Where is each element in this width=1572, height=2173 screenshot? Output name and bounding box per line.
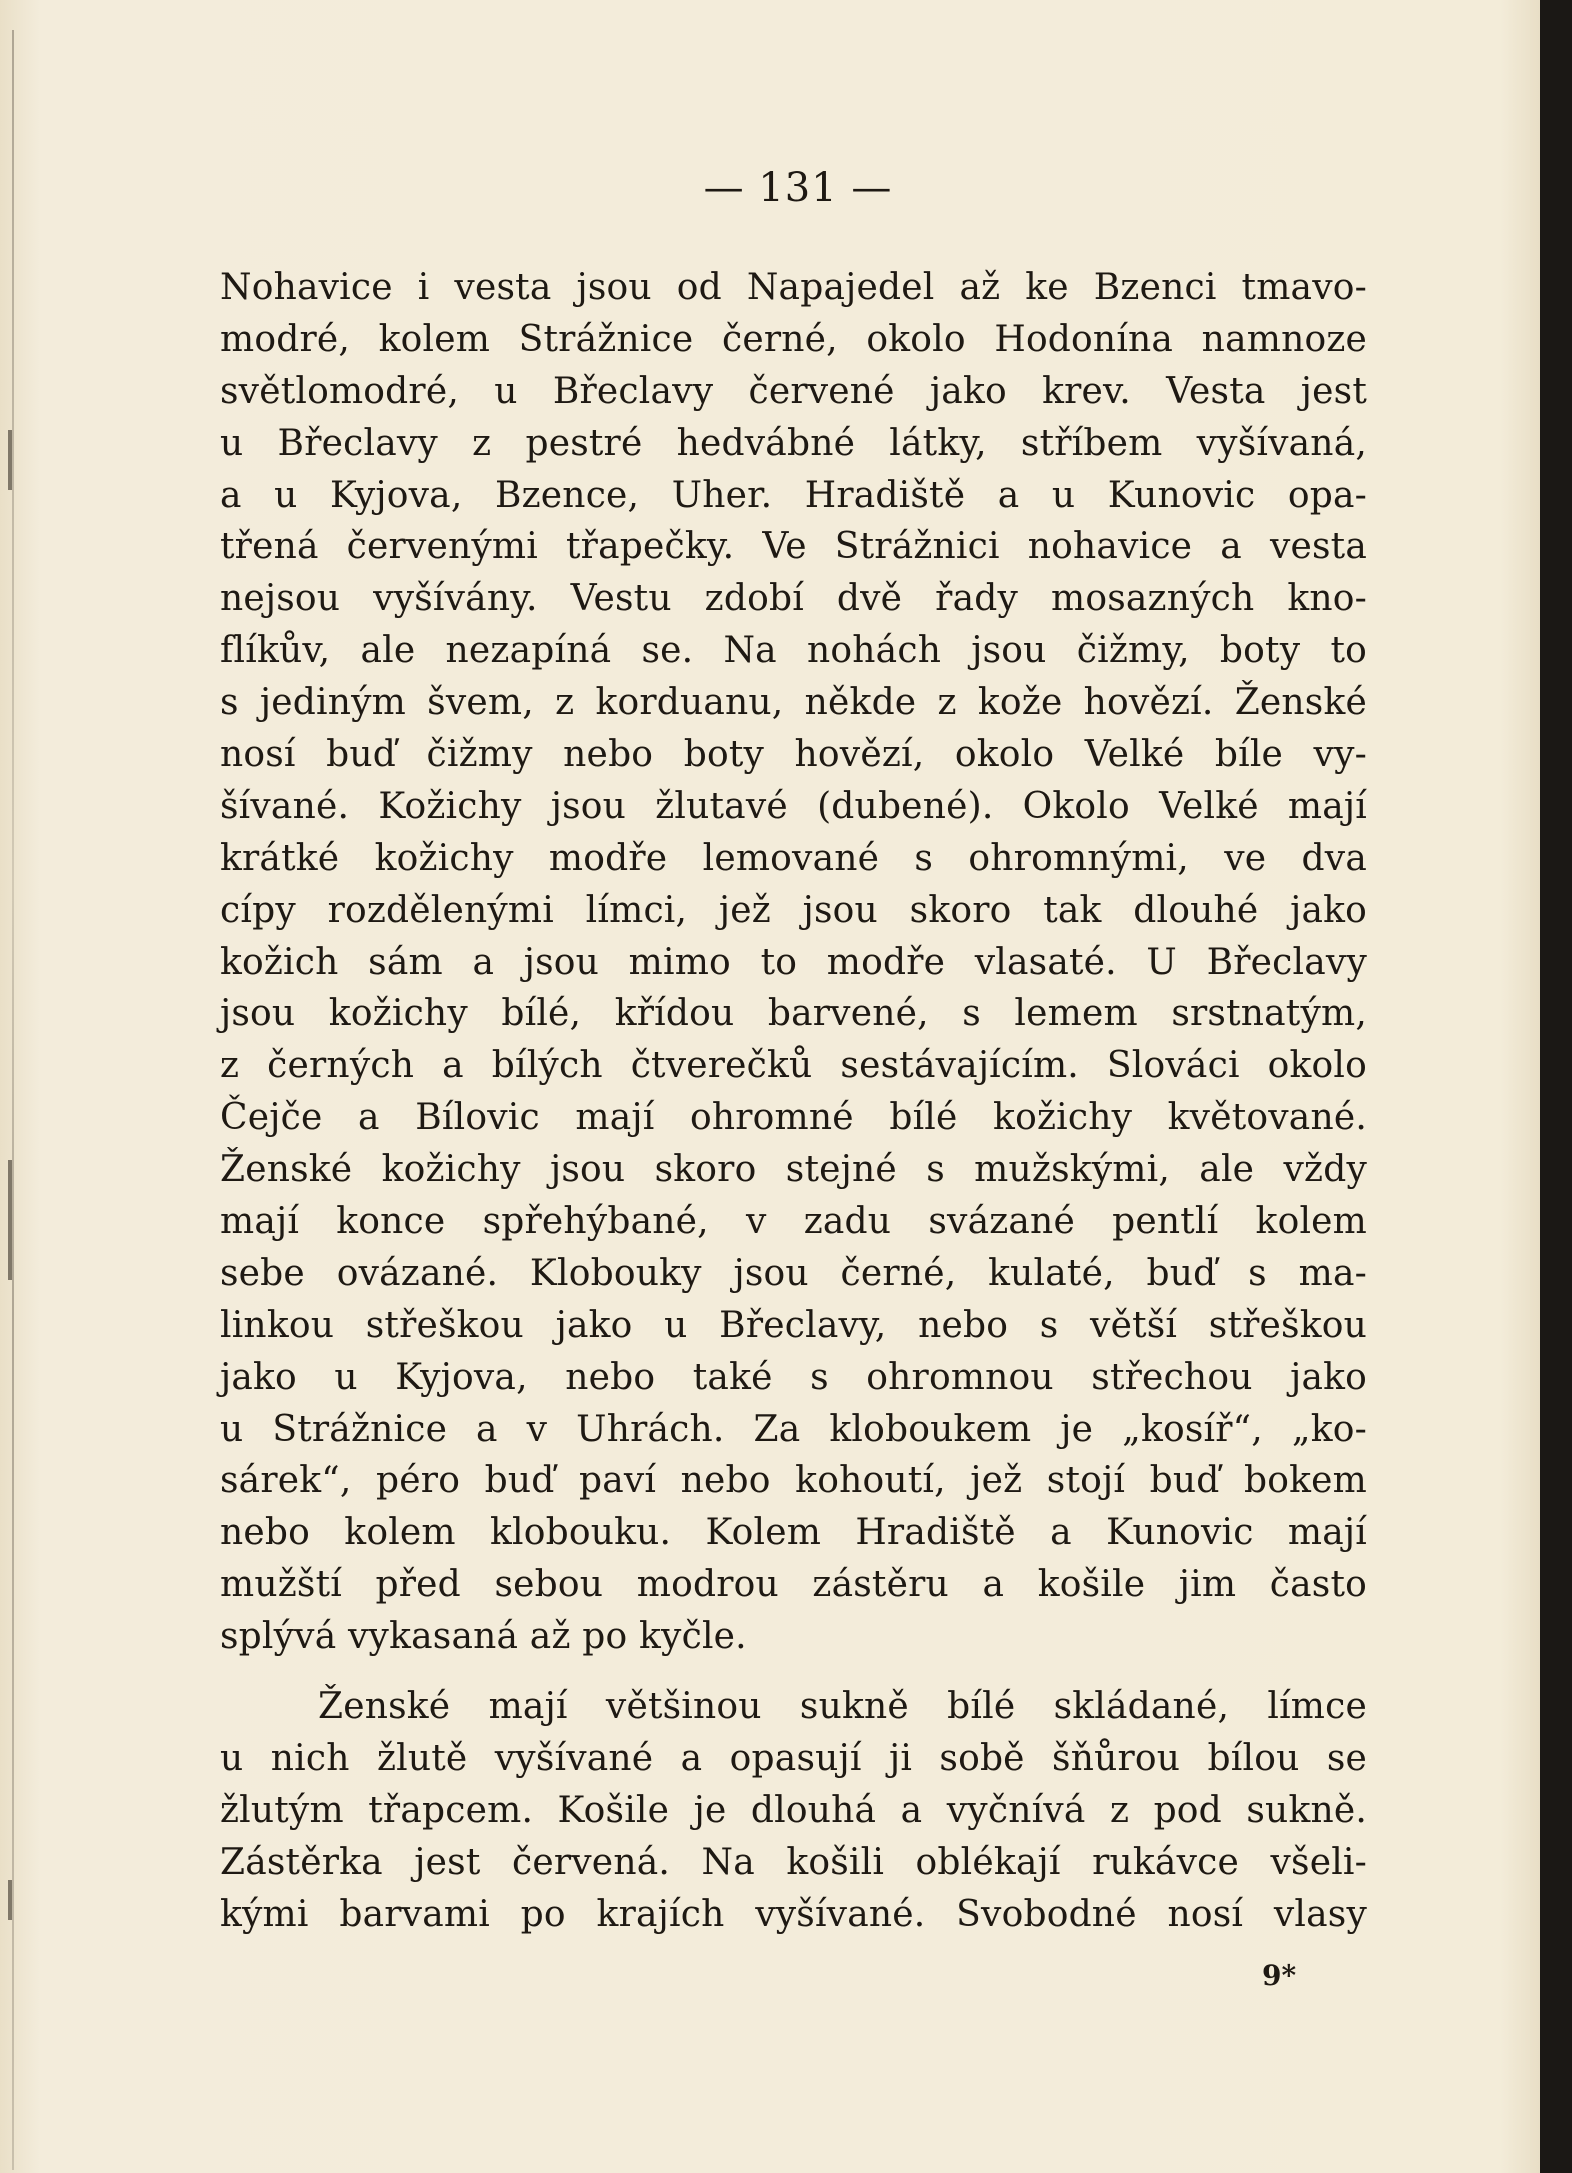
signature-mark: 9* <box>1262 1959 1297 1992</box>
text-line: sebe ovázané. Klobouky jsou černé, kulaté, buď s ma- <box>220 1252 1367 1294</box>
text-line: jsou kožichy bílé, křídou barvené, s lemem srstnatým, <box>220 993 1367 1035</box>
text-line: nebo kolem klobouku. Kolem Hradiště a Kunovic mají <box>220 1512 1367 1554</box>
text-line: mužští před sebou modrou zástěru a košile jim často <box>220 1564 1367 1606</box>
text-line: žlutým třapcem. Košile je dlouhá a vyčnívá z pod sukně. <box>220 1789 1367 1831</box>
paragraph-1 <box>220 262 1367 1663</box>
scan-border <box>1540 0 1572 2173</box>
body-text <box>220 262 1367 1941</box>
text-line: u Břeclavy z pestré hedvábné látky, stříbem vyšívaná, <box>220 422 1367 464</box>
text-line: kožich sám a jsou mimo to modře vlasaté. U Břeclavy <box>220 941 1367 983</box>
text-line: u nich žlutě vyšívané a opasují ji sobě šňůrou bílou se <box>220 1737 1367 1779</box>
page-binding-edge <box>12 30 14 2170</box>
text-line: a u Kyjova, Bzence, Uher. Hradiště a u Kunovic opa- <box>220 474 1367 516</box>
text-line: třená červenými třapečky. Ve Strážnici nohavice a vesta <box>220 526 1367 568</box>
text-line: krátké kožichy modře lemované s ohromnými, ve dva <box>220 837 1367 879</box>
text-line: splývá vykasaná až po kyčle. <box>220 1616 747 1658</box>
text-line: Ženské mají většinou sukně bílé skládané, límce <box>318 1686 1367 1728</box>
binding-mark <box>8 430 12 490</box>
binding-mark <box>8 1880 12 1920</box>
text-line: nosí buď čižmy nebo boty hovězí, okolo Velké bíle vy- <box>220 734 1367 776</box>
text-line: u Strážnice a v Uhrách. Za kloboukem je „kosíř“, „ko- <box>220 1408 1367 1450</box>
text-line: jako u Kyjova, nebo také s ohromnou střechou jako <box>220 1356 1367 1398</box>
text-line: mají konce spřehýbané, v zadu svázané pentlí kolem <box>220 1201 1367 1243</box>
text-line: s jediným švem, z korduanu, někde z kože hovězí. Ženské <box>220 682 1367 724</box>
text-line: Ženské kožichy jsou skoro stejné s mužskými, ale vždy <box>220 1149 1367 1191</box>
text-line: nejsou vyšívány. Vestu zdobí dvě řady mosazných kno- <box>220 578 1367 620</box>
binding-mark <box>8 1160 12 1280</box>
text-line: Zástěrka jest červená. Na košili oblékají rukávce všeli- <box>220 1841 1367 1883</box>
text-line: modré, kolem Strážnice černé, okolo Hodonína namnoze <box>220 318 1367 360</box>
paragraph-2 <box>220 1681 1367 1940</box>
text-line: šívané. Kožichy jsou žlutavé (dubené). Okolo Velké mají <box>220 785 1367 827</box>
text-line: světlomodré, u Břeclavy červené jako krev. Vesta jest <box>220 370 1367 412</box>
paragraph-spacer <box>220 1663 1367 1681</box>
text-line: kými barvami po krajích vyšívané. Svobodné nosí vlasy <box>220 1893 1367 1935</box>
text-line: sárek“, péro buď paví nebo kohoutí, jež stojí buď bokem <box>220 1460 1367 1502</box>
text-line: linkou střeškou jako u Břeclavy, nebo s větší střeškou <box>220 1304 1367 1346</box>
text-line: flíkův, ale nezapíná se. Na nohách jsou čižmy, boty to <box>220 630 1367 672</box>
page-number: — 131 — <box>703 165 893 211</box>
text-line: z černých a bílých čtverečků sestávajícím. Slováci okolo <box>220 1045 1367 1087</box>
text-line: Čejče a Bílovic mají ohromné bílé kožichy květované. <box>220 1097 1367 1139</box>
text-line: cípy rozdělenými límci, jež jsou skoro tak dlouhé jako <box>220 889 1367 931</box>
text-line: Nohavice i vesta jsou od Napajedel až ke Bzenci tmavo- <box>220 267 1367 308</box>
